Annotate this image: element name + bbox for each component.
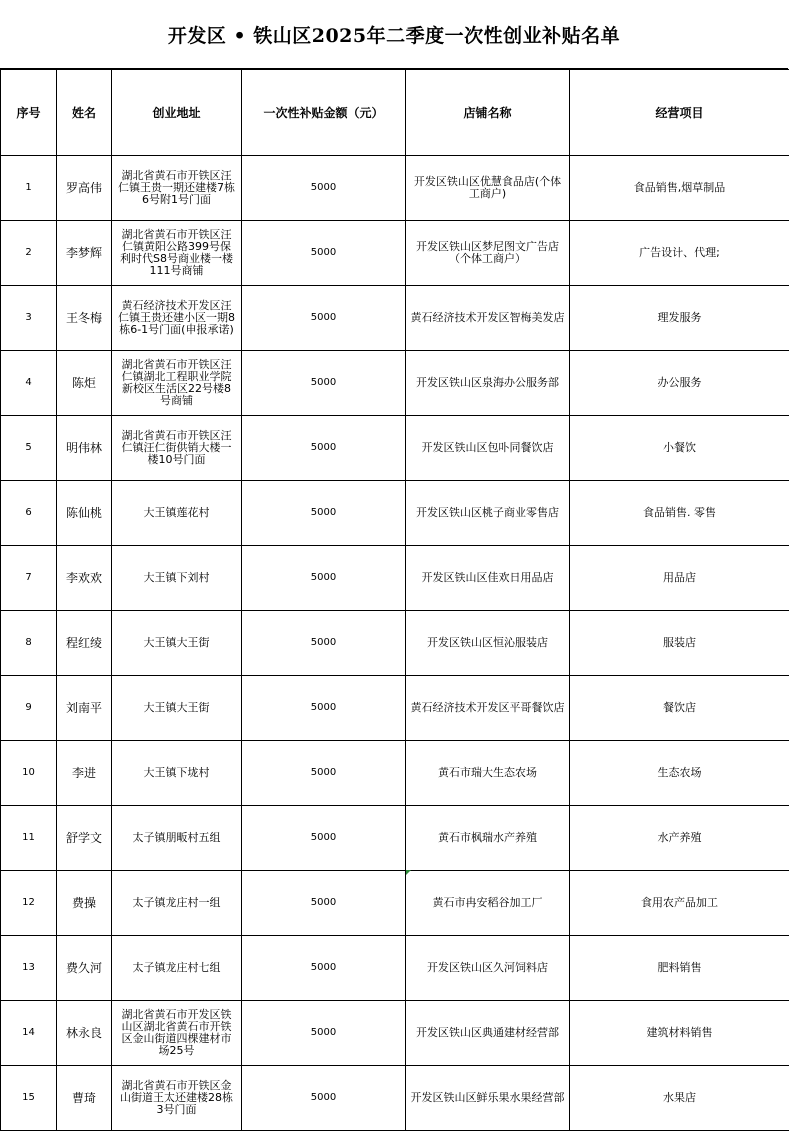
cell-address: 大王镇大王街 bbox=[112, 611, 242, 676]
cell-amount: 5000 bbox=[242, 1066, 406, 1131]
cell-seq: 14 bbox=[1, 1001, 57, 1066]
cell-seq: 2 bbox=[1, 221, 57, 286]
cell-amount: 5000 bbox=[242, 546, 406, 611]
table-row bbox=[1, 416, 789, 481]
cell-amount: 5000 bbox=[242, 611, 406, 676]
cell-amount: 5000 bbox=[242, 871, 406, 936]
table-row bbox=[1, 221, 789, 286]
cell-address: 湖北省黄石市开铁区金山街道王太还建楼28栋3号门面 bbox=[112, 1066, 242, 1131]
cell-amount: 5000 bbox=[242, 416, 406, 481]
cell-shop: 开发区铁山区久河饲料店 bbox=[406, 936, 570, 1001]
cell-seq: 9 bbox=[1, 676, 57, 741]
cell-address: 大王镇下刘村 bbox=[112, 546, 242, 611]
header-amount: 一次性补贴金额（元） bbox=[242, 70, 406, 156]
header-name: 姓名 bbox=[57, 70, 112, 156]
table-row bbox=[1, 546, 789, 611]
cell-shop: 黄石市枫瑞水产养殖 bbox=[406, 806, 570, 871]
cell-address: 大王镇大王街 bbox=[112, 676, 242, 741]
cell-name: 舒学文 bbox=[57, 806, 112, 871]
cell-amount: 5000 bbox=[242, 221, 406, 286]
subsidy-table bbox=[0, 69, 789, 1131]
cell-shop: 开发区铁山区优慧食品店(个体工商户) bbox=[406, 156, 570, 221]
cell-shop: 黄石经济技术开发区平哥餐饮店 bbox=[406, 676, 570, 741]
cell-address: 湖北省黄石市开铁区汪仁镇王贵一期还建楼7栋6号附1号门面 bbox=[112, 156, 242, 221]
cell-address: 太子镇龙庄村一组 bbox=[112, 871, 242, 936]
cell-amount: 5000 bbox=[242, 936, 406, 1001]
cell-business: 食品销售. 零售 bbox=[570, 481, 789, 546]
cell-name: 王冬梅 bbox=[57, 286, 112, 351]
cell-seq: 11 bbox=[1, 806, 57, 871]
table-row bbox=[1, 611, 789, 676]
cell-name: 陈炬 bbox=[57, 351, 112, 416]
cell-amount: 5000 bbox=[242, 1001, 406, 1066]
cell-business: 理发服务 bbox=[570, 286, 789, 351]
cell-shop: 开发区铁山区包卟同餐饮店 bbox=[406, 416, 570, 481]
cell-shop: 开发区铁山区佳欢日用品店 bbox=[406, 546, 570, 611]
cell-address: 黄石经济技术开发区汪仁镇王贵还建小区一期8栋6-1号门面(申报承诺) bbox=[112, 286, 242, 351]
cell-seq: 6 bbox=[1, 481, 57, 546]
cell-name: 曹琦 bbox=[57, 1066, 112, 1131]
table-row bbox=[1, 871, 789, 936]
cell-seq: 4 bbox=[1, 351, 57, 416]
cell-business: 水果店 bbox=[570, 1066, 789, 1131]
cell-shop: 开发区铁山区典通建材经营部 bbox=[406, 1001, 570, 1066]
cell-shop: 开发区铁山区鲜乐果水果经营部 bbox=[406, 1066, 570, 1131]
cell-business: 食用农产品加工 bbox=[570, 871, 789, 936]
header-seq: 序号 bbox=[1, 70, 57, 156]
cell-amount: 5000 bbox=[242, 286, 406, 351]
table-row bbox=[1, 806, 789, 871]
table-body bbox=[1, 156, 789, 1131]
header-shop: 店铺名称 bbox=[406, 70, 570, 156]
table-row bbox=[1, 741, 789, 806]
cell-shop: 黄石市瑞大生态农场 bbox=[406, 741, 570, 806]
cell-amount: 5000 bbox=[242, 806, 406, 871]
header-business: 经营项目 bbox=[570, 70, 789, 156]
cell-business: 服装店 bbox=[570, 611, 789, 676]
cell-amount: 5000 bbox=[242, 156, 406, 221]
table-row bbox=[1, 156, 789, 221]
cell-shop: 开发区铁山区梦尼图文广告店（个体工商户） bbox=[406, 221, 570, 286]
cell-name: 程红绫 bbox=[57, 611, 112, 676]
cell-comment-marker bbox=[406, 870, 411, 875]
cell-shop: 开发区铁山区桃子商业零售店 bbox=[406, 481, 570, 546]
cell-address: 太子镇朋畈村五组 bbox=[112, 806, 242, 871]
cell-business: 办公服务 bbox=[570, 351, 789, 416]
cell-name: 费操 bbox=[57, 871, 112, 936]
cell-seq: 12 bbox=[1, 871, 57, 936]
cell-business: 小餐饮 bbox=[570, 416, 789, 481]
cell-business: 建筑材料销售 bbox=[570, 1001, 789, 1066]
cell-business: 餐饮店 bbox=[570, 676, 789, 741]
header-address: 创业地址 bbox=[112, 70, 242, 156]
cell-address: 湖北省黄石市开铁区汪仁镇黄阳公路399号保利时代S8号商业楼一楼111号商铺 bbox=[112, 221, 242, 286]
cell-amount: 5000 bbox=[242, 481, 406, 546]
cell-address: 湖北省黄石市开铁区汪仁镇湖北工程职业学院新校区生活区22号楼8号商铺 bbox=[112, 351, 242, 416]
table-row bbox=[1, 676, 789, 741]
cell-shop: 开发区铁山区泉海办公服务部 bbox=[406, 351, 570, 416]
cell-address: 大王镇莲花村 bbox=[112, 481, 242, 546]
cell-business: 水产养殖 bbox=[570, 806, 789, 871]
cell-amount: 5000 bbox=[242, 676, 406, 741]
cell-shop: 黄石经济技术开发区智梅美发店 bbox=[406, 286, 570, 351]
cell-business: 生态农场 bbox=[570, 741, 789, 806]
cell-business: 肥料销售 bbox=[570, 936, 789, 1001]
cell-seq: 10 bbox=[1, 741, 57, 806]
cell-name: 明伟林 bbox=[57, 416, 112, 481]
cell-seq: 3 bbox=[1, 286, 57, 351]
table-row bbox=[1, 286, 789, 351]
cell-seq: 1 bbox=[1, 156, 57, 221]
cell-name: 李梦辉 bbox=[57, 221, 112, 286]
cell-name: 刘南平 bbox=[57, 676, 112, 741]
cell-name: 费久河 bbox=[57, 936, 112, 1001]
cell-name: 李欢欢 bbox=[57, 546, 112, 611]
cell-name: 陈仙桃 bbox=[57, 481, 112, 546]
cell-address: 湖北省黄石市开铁区汪仁镇汪仁街供销大楼一楼10号门面 bbox=[112, 416, 242, 481]
table-row bbox=[1, 936, 789, 1001]
table-row bbox=[1, 481, 789, 546]
cell-business: 用品店 bbox=[570, 546, 789, 611]
cell-address: 太子镇龙庄村七组 bbox=[112, 936, 242, 1001]
cell-shop: 开发区铁山区恒沁服装店 bbox=[406, 611, 570, 676]
cell-business: 食品销售,烟草制品 bbox=[570, 156, 789, 221]
cell-seq: 5 bbox=[1, 416, 57, 481]
header-row bbox=[1, 70, 789, 156]
cell-address: 大王镇下垅村 bbox=[112, 741, 242, 806]
cell-name: 李进 bbox=[57, 741, 112, 806]
cell-seq: 8 bbox=[1, 611, 57, 676]
cell-shop: 黄石市冉安稻谷加工厂 bbox=[406, 871, 570, 936]
cell-address: 湖北省黄石市开发区铁山区湖北省黄石市开铁区金山街道四棵建材市场25号 bbox=[112, 1001, 242, 1066]
cell-amount: 5000 bbox=[242, 351, 406, 416]
cell-business: 广告设计、代理; bbox=[570, 221, 789, 286]
cell-seq: 7 bbox=[1, 546, 57, 611]
cell-seq: 13 bbox=[1, 936, 57, 1001]
table-row bbox=[1, 1001, 789, 1066]
cell-name: 罗高伟 bbox=[57, 156, 112, 221]
cell-seq: 15 bbox=[1, 1066, 57, 1131]
table-row bbox=[1, 351, 789, 416]
table-row bbox=[1, 1066, 789, 1131]
cell-amount: 5000 bbox=[242, 741, 406, 806]
sheet-title: 开发区 • 铁山区2025年二季度一次性创业补贴名单 bbox=[0, 0, 788, 69]
cell-name: 林永良 bbox=[57, 1001, 112, 1066]
